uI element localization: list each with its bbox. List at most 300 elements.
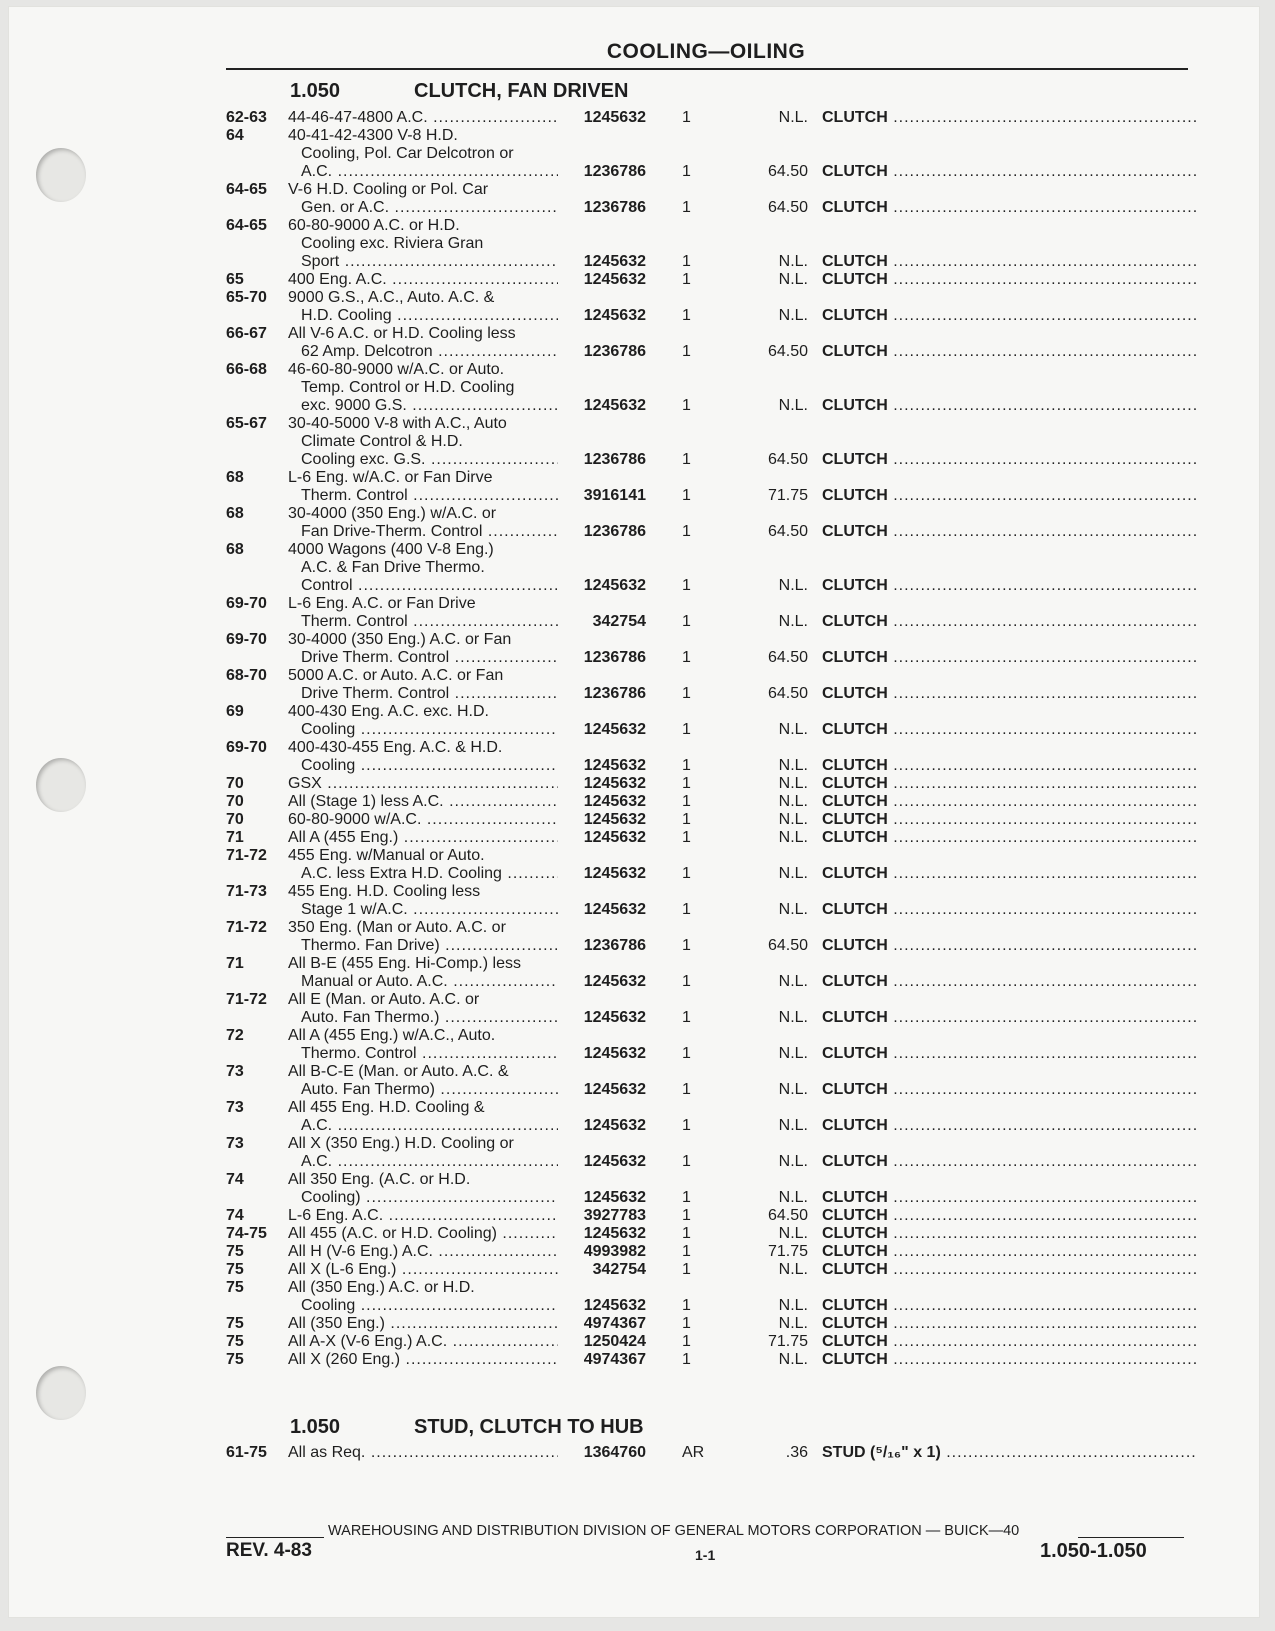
list-price: N.L. (778, 1045, 808, 1062)
list-price: 64.50 (767, 649, 808, 666)
application-description: Temp. Control or H.D. Cooling (301, 379, 515, 396)
list-price: N.L. (778, 865, 808, 882)
application-description: L-6 Eng. A.C. or Fan Drive (288, 595, 476, 612)
application-description: A.C. ..... (301, 162, 558, 181)
quantity: 1 (682, 793, 691, 810)
model-year: 68-70 (226, 667, 267, 684)
part-number: 1236786 (583, 685, 646, 702)
part-number: 1245632 (583, 1297, 646, 1314)
section-reference: 1.050-1.050 (1040, 1540, 1147, 1562)
parts-row-continued (226, 594, 1196, 613)
parts-row (226, 1224, 1196, 1243)
list-price: N.L. (778, 901, 808, 918)
application-description: All A-X (V-6 Eng.) A.C. ..... (288, 1332, 558, 1351)
quantity: AR (682, 1444, 705, 1461)
parts-row-continued (226, 324, 1196, 343)
part-number: 4974367 (583, 1315, 646, 1332)
model-year: 74 (226, 1207, 244, 1224)
parts-row (226, 684, 1196, 703)
parts-row-continued (226, 954, 1196, 973)
model-year: 74-75 (226, 1225, 267, 1242)
application-description: All V-6 A.C. or H.D. Cooling less (288, 325, 516, 342)
application-description: 5000 A.C. or Auto. A.C. or Fan (288, 667, 504, 684)
parts-row (226, 1044, 1196, 1063)
parts-row-continued (226, 990, 1196, 1009)
application-description: 44-46-47-4800 A.C. ..... (288, 108, 558, 127)
application-description: All 455 (A.C. or H.D. Cooling) ..... (288, 1224, 558, 1243)
footer-rule (226, 1537, 324, 1538)
parts-row (226, 1296, 1196, 1315)
part-number: 1245632 (583, 829, 646, 846)
parts-row (226, 162, 1196, 181)
model-year: 71 (226, 829, 244, 846)
parts-row (226, 1350, 1196, 1369)
parts-row (226, 252, 1196, 271)
binder-hole (36, 148, 86, 202)
parts-row (226, 306, 1196, 325)
part-name: CLUTCH ..... (822, 774, 1196, 793)
list-price: N.L. (778, 1261, 808, 1278)
application-description: A.C. ..... (301, 1152, 558, 1171)
parts-row-continued (226, 1026, 1196, 1045)
quantity: 1 (682, 397, 691, 414)
list-price: N.L. (778, 1117, 808, 1134)
application-description: All X (L-6 Eng.) ..... (288, 1260, 558, 1279)
parts-row-continued (226, 540, 1196, 559)
model-year: 75 (226, 1261, 244, 1278)
parts-row-continued (226, 144, 1196, 163)
model-year: 66-67 (226, 325, 267, 342)
model-year: 74 (226, 1171, 244, 1188)
part-name: CLUTCH ..... (822, 1260, 1196, 1279)
quantity: 1 (682, 1315, 691, 1332)
part-name: CLUTCH ..... (822, 576, 1196, 595)
parts-row (226, 108, 1196, 127)
part-name: CLUTCH ..... (822, 1332, 1196, 1351)
quantity: 1 (682, 775, 691, 792)
part-name: CLUTCH ..... (822, 450, 1196, 469)
list-price: N.L. (778, 577, 808, 594)
application-description: Drive Therm. Control ..... (301, 648, 558, 667)
part-name: CLUTCH ..... (822, 1044, 1196, 1063)
application-description: All 350 Eng. (A.C. or H.D. (288, 1171, 471, 1188)
parts-row (226, 936, 1196, 955)
parts-row (226, 774, 1196, 793)
part-name: CLUTCH ..... (822, 1296, 1196, 1315)
parts-row (226, 828, 1196, 847)
application-description: Drive Therm. Control ..... (301, 684, 558, 703)
application-description: 46-60-80-9000 w/A.C. or Auto. (288, 361, 505, 378)
part-name: CLUTCH ..... (822, 306, 1196, 325)
part-number: 4974367 (583, 1351, 646, 1368)
part-name: CLUTCH ..... (822, 612, 1196, 631)
application-description: A.C. & Fan Drive Thermo. (301, 559, 485, 576)
model-year: 69-70 (226, 595, 267, 612)
parts-row (226, 1206, 1196, 1225)
quantity: 1 (682, 613, 691, 630)
application-description: H.D. Cooling ..... (301, 306, 558, 325)
parts-row-continued (226, 468, 1196, 487)
part-number: 1245632 (583, 1009, 646, 1026)
parts-row-continued (226, 666, 1196, 685)
model-year: 75 (226, 1351, 244, 1368)
parts-row (226, 810, 1196, 829)
list-price: N.L. (778, 721, 808, 738)
part-name: CLUTCH ..... (822, 1242, 1196, 1261)
model-year: 68 (226, 505, 244, 522)
parts-row-continued (226, 738, 1196, 757)
list-price: 64.50 (767, 937, 808, 954)
parts-row (226, 720, 1196, 739)
section-title: CLUTCH, FAN DRIVEN (414, 80, 629, 102)
application-description: A.C. less Extra H.D. Cooling ..... (301, 864, 558, 883)
quantity: 1 (682, 685, 691, 702)
parts-row (226, 1260, 1196, 1279)
parts-row (226, 1443, 1196, 1462)
application-description: 4000 Wagons (400 V-8 Eng.) (288, 541, 494, 558)
parts-row (226, 522, 1196, 541)
quantity: 1 (682, 1243, 691, 1260)
parts-row-continued (226, 1170, 1196, 1189)
parts-row-continued (226, 234, 1196, 253)
application-description: Cooling ..... (301, 720, 558, 739)
footer-division: WAREHOUSING AND DISTRIBUTION DIVISION OF GENERAL MOTORS CORPORATION — BUICK—40 (328, 1523, 1020, 1539)
model-year: 65-67 (226, 415, 267, 432)
part-name: CLUTCH ..... (822, 792, 1196, 811)
part-name: CLUTCH ..... (822, 252, 1196, 271)
parts-row (226, 450, 1196, 469)
quantity: 1 (682, 253, 691, 270)
list-price: N.L. (778, 1225, 808, 1242)
part-number: 1245632 (583, 1153, 646, 1170)
application-description: A.C. ..... (301, 1116, 558, 1135)
list-price: 64.50 (767, 163, 808, 180)
model-year: 75 (226, 1315, 244, 1332)
part-number: 1245632 (583, 397, 646, 414)
part-name: CLUTCH ..... (822, 1206, 1196, 1225)
parts-row-continued (226, 378, 1196, 397)
parts-row-continued (226, 432, 1196, 451)
quantity: 1 (682, 577, 691, 594)
application-description: Cooling ..... (301, 1296, 558, 1315)
application-description: Cooling, Pol. Car Delcotron or (301, 145, 514, 162)
list-price: N.L. (778, 1315, 808, 1332)
list-price: N.L. (778, 811, 808, 828)
parts-row (226, 1080, 1196, 1099)
part-number: 1236786 (583, 343, 646, 360)
quantity: 1 (682, 757, 691, 774)
quantity: 1 (682, 343, 691, 360)
parts-row-continued (226, 180, 1196, 199)
parts-row (226, 396, 1196, 415)
model-year: 64-65 (226, 181, 267, 198)
list-price: N.L. (778, 271, 808, 288)
application-description: Fan Drive-Therm. Control ..... (301, 522, 558, 541)
quantity: 1 (682, 1117, 691, 1134)
part-number: 1245632 (583, 1189, 646, 1206)
application-description: 40-41-42-4300 V-8 H.D. (288, 127, 458, 144)
quantity: 1 (682, 829, 691, 846)
model-year: 64 (226, 127, 244, 144)
section-code: 1.050 (290, 80, 341, 102)
application-description: All 455 Eng. H.D. Cooling & (288, 1099, 485, 1116)
parts-row (226, 1332, 1196, 1351)
part-name: CLUTCH ..... (822, 1008, 1196, 1027)
application-description: Thermo. Fan Drive) ..... (301, 936, 558, 955)
parts-row (226, 198, 1196, 217)
part-number: 1236786 (583, 163, 646, 180)
part-name: CLUTCH ..... (822, 486, 1196, 505)
part-number: 1245632 (583, 721, 646, 738)
quantity: 1 (682, 937, 691, 954)
parts-row (226, 576, 1196, 595)
part-name: CLUTCH ..... (822, 756, 1196, 775)
section-title: STUD, CLUTCH TO HUB (414, 1416, 644, 1438)
list-price: 64.50 (767, 451, 808, 468)
application-description: GSX ..... (288, 774, 558, 793)
quantity: 1 (682, 811, 691, 828)
list-price: N.L. (778, 1081, 808, 1098)
quantity: 1 (682, 1189, 691, 1206)
parts-row (226, 792, 1196, 811)
model-year: 65-70 (226, 289, 267, 306)
parts-row (226, 612, 1196, 631)
part-name: CLUTCH ..... (822, 1314, 1196, 1333)
parts-row-continued (226, 558, 1196, 577)
part-name: CLUTCH ..... (822, 1350, 1196, 1369)
revision-label: REV. 4-83 (226, 1540, 312, 1561)
list-price: N.L. (778, 1009, 808, 1026)
list-price: 64.50 (767, 343, 808, 360)
list-price: 64.50 (767, 1207, 808, 1224)
list-price: 71.75 (767, 1333, 808, 1350)
list-price: 64.50 (767, 685, 808, 702)
part-name: CLUTCH ..... (822, 198, 1196, 217)
part-number: 3916141 (583, 487, 646, 504)
quantity: 1 (682, 199, 691, 216)
application-description: 400 Eng. A.C. ..... (288, 270, 558, 289)
parts-row-continued (226, 1098, 1196, 1117)
model-year: 72 (226, 1027, 244, 1044)
application-description: 455 Eng. H.D. Cooling less (288, 883, 481, 900)
model-year: 75 (226, 1279, 244, 1296)
model-year: 73 (226, 1099, 244, 1116)
model-year: 71-73 (226, 883, 267, 900)
list-price: N.L. (778, 1297, 808, 1314)
model-year: 69-70 (226, 739, 267, 756)
quantity: 1 (682, 307, 691, 324)
part-number: 1236786 (583, 649, 646, 666)
part-name: CLUTCH ..... (822, 1152, 1196, 1171)
application-description: 400-430-455 Eng. A.C. & H.D. (288, 739, 503, 756)
part-name: CLUTCH ..... (822, 972, 1196, 991)
application-description: 350 Eng. (Man or Auto. A.C. or (288, 919, 506, 936)
part-name: CLUTCH ..... (822, 936, 1196, 955)
part-number: 1236786 (583, 523, 646, 540)
parts-row (226, 900, 1196, 919)
parts-row-continued (226, 882, 1196, 901)
quantity: 1 (682, 523, 691, 540)
application-description: Manual or Auto. A.C. ..... (301, 972, 558, 991)
part-name: STUD (⁵/₁₆" x 1) ..... (822, 1443, 1196, 1462)
list-price: N.L. (778, 307, 808, 324)
application-description: V-6 H.D. Cooling or Pol. Car (288, 181, 489, 198)
part-number: 342754 (592, 1261, 646, 1278)
application-description: All A (455 Eng.) w/A.C., Auto. (288, 1027, 496, 1044)
quantity: 1 (682, 1225, 691, 1242)
parts-row-continued (226, 360, 1196, 379)
application-description: 455 Eng. w/Manual or Auto. (288, 847, 485, 864)
part-number: 1236786 (583, 199, 646, 216)
application-description: 30-4000 (350 Eng.) w/A.C. or (288, 505, 497, 522)
list-price: N.L. (778, 397, 808, 414)
parts-row-continued (226, 414, 1196, 433)
quantity: 1 (682, 451, 691, 468)
part-number: 1245632 (583, 253, 646, 270)
part-number: 1245632 (583, 577, 646, 594)
part-number: 1245632 (583, 1045, 646, 1062)
model-year: 69-70 (226, 631, 267, 648)
application-description: Cooling exc. G.S. ..... (301, 450, 558, 469)
list-price: N.L. (778, 1351, 808, 1368)
quantity: 1 (682, 1153, 691, 1170)
quantity: 1 (682, 973, 691, 990)
binder-hole (36, 1366, 86, 1420)
model-year: 68 (226, 469, 244, 486)
list-price: 64.50 (767, 523, 808, 540)
list-price: N.L. (778, 757, 808, 774)
page-header: COOLING—OILING (606, 40, 806, 63)
part-number: 1245632 (583, 271, 646, 288)
application-description: 30-40-5000 V-8 with A.C., Auto (288, 415, 507, 432)
application-description: 30-4000 (350 Eng.) A.C. or Fan (288, 631, 512, 648)
model-year: 73 (226, 1135, 244, 1152)
list-price: N.L. (778, 1153, 808, 1170)
list-price: N.L. (778, 973, 808, 990)
model-year: 71-72 (226, 991, 267, 1008)
model-year: 69 (226, 703, 244, 720)
application-description: All E (Man. or Auto. A.C. or (288, 991, 480, 1008)
application-description: Cooling exc. Riviera Gran (301, 235, 484, 252)
part-number: 1236786 (583, 451, 646, 468)
parts-row-continued (226, 1278, 1196, 1297)
application-description: exc. 9000 G.S. ..... (301, 396, 558, 415)
parts-row (226, 486, 1196, 505)
part-name: CLUTCH ..... (822, 270, 1196, 289)
model-year: 65 (226, 271, 244, 288)
application-description: 400-430 Eng. A.C. exc. H.D. (288, 703, 489, 720)
part-name: CLUTCH ..... (822, 810, 1196, 829)
application-description: Cooling) ..... (301, 1188, 558, 1207)
model-year: 70 (226, 811, 244, 828)
application-description: Control ..... (301, 576, 558, 595)
part-number: 1245632 (583, 973, 646, 990)
model-year: 61-75 (226, 1444, 267, 1461)
part-name: CLUTCH ..... (822, 1116, 1196, 1135)
part-number: 3927783 (583, 1207, 646, 1224)
model-year: 62-63 (226, 109, 267, 126)
part-name: CLUTCH ..... (822, 522, 1196, 541)
parts-row (226, 972, 1196, 991)
section-code: 1.050 (290, 1416, 341, 1438)
quantity: 1 (682, 1081, 691, 1098)
application-description: Therm. Control ..... (301, 612, 558, 631)
parts-row (226, 1314, 1196, 1333)
parts-row-continued (226, 288, 1196, 307)
application-description: Auto. Fan Thermo) ..... (301, 1080, 558, 1099)
quantity: 1 (682, 1207, 691, 1224)
parts-row (226, 1008, 1196, 1027)
parts-row-continued (226, 1134, 1196, 1153)
application-description: All (Stage 1) less A.C. ..... (288, 792, 558, 811)
part-name: CLUTCH ..... (822, 162, 1196, 181)
part-name: CLUTCH ..... (822, 684, 1196, 703)
list-price: N.L. (778, 613, 808, 630)
application-description: All (350 Eng.) A.C. or H.D. (288, 1279, 475, 1296)
part-number: 342754 (592, 613, 646, 630)
parts-row-continued (226, 216, 1196, 235)
list-price: N.L. (778, 829, 808, 846)
part-number: 1245632 (583, 1225, 646, 1242)
application-description: All as Req. ..... (288, 1443, 558, 1462)
quantity: 1 (682, 1045, 691, 1062)
parts-row-continued (226, 918, 1196, 937)
parts-row (226, 1152, 1196, 1171)
parts-row-continued (226, 126, 1196, 145)
part-name: CLUTCH ..... (822, 864, 1196, 883)
application-description: Stage 1 w/A.C. ..... (301, 900, 558, 919)
list-price: .36 (785, 1444, 808, 1461)
footer-rule (1078, 1537, 1184, 1538)
list-price: N.L. (778, 1189, 808, 1206)
parts-row (226, 270, 1196, 289)
parts-row (226, 864, 1196, 883)
parts-row-continued (226, 1062, 1196, 1081)
parts-row-continued (226, 630, 1196, 649)
application-description: 9000 G.S., A.C., Auto. A.C. & (288, 289, 495, 306)
application-description: All X (350 Eng.) H.D. Cooling or (288, 1135, 514, 1152)
quantity: 1 (682, 163, 691, 180)
part-name: CLUTCH ..... (822, 108, 1196, 127)
part-number: 1245632 (583, 811, 646, 828)
parts-row (226, 1242, 1196, 1261)
part-name: CLUTCH ..... (822, 1188, 1196, 1207)
part-name: CLUTCH ..... (822, 720, 1196, 739)
application-description: All X (260 Eng.) ..... (288, 1350, 558, 1369)
part-number: 4993982 (583, 1243, 646, 1260)
part-name: CLUTCH ..... (822, 900, 1196, 919)
part-number: 1236786 (583, 937, 646, 954)
part-name: CLUTCH ..... (822, 396, 1196, 415)
quantity: 1 (682, 271, 691, 288)
parts-row-continued (226, 846, 1196, 865)
quantity: 1 (682, 487, 691, 504)
header-rule (226, 68, 1188, 70)
parts-row (226, 756, 1196, 775)
part-number: 1245632 (583, 1081, 646, 1098)
list-price: 64.50 (767, 199, 808, 216)
model-year: 75 (226, 1243, 244, 1260)
part-name: CLUTCH ..... (822, 342, 1196, 361)
application-description: 60-80-9000 A.C. or H.D. (288, 217, 460, 234)
quantity: 1 (682, 1261, 691, 1278)
application-description: Auto. Fan Thermo.) ..... (301, 1008, 558, 1027)
application-description: Sport ..... (301, 252, 558, 271)
part-number: 1245632 (583, 1117, 646, 1134)
quantity: 1 (682, 721, 691, 738)
part-name: CLUTCH ..... (822, 648, 1196, 667)
model-year: 66-68 (226, 361, 267, 378)
